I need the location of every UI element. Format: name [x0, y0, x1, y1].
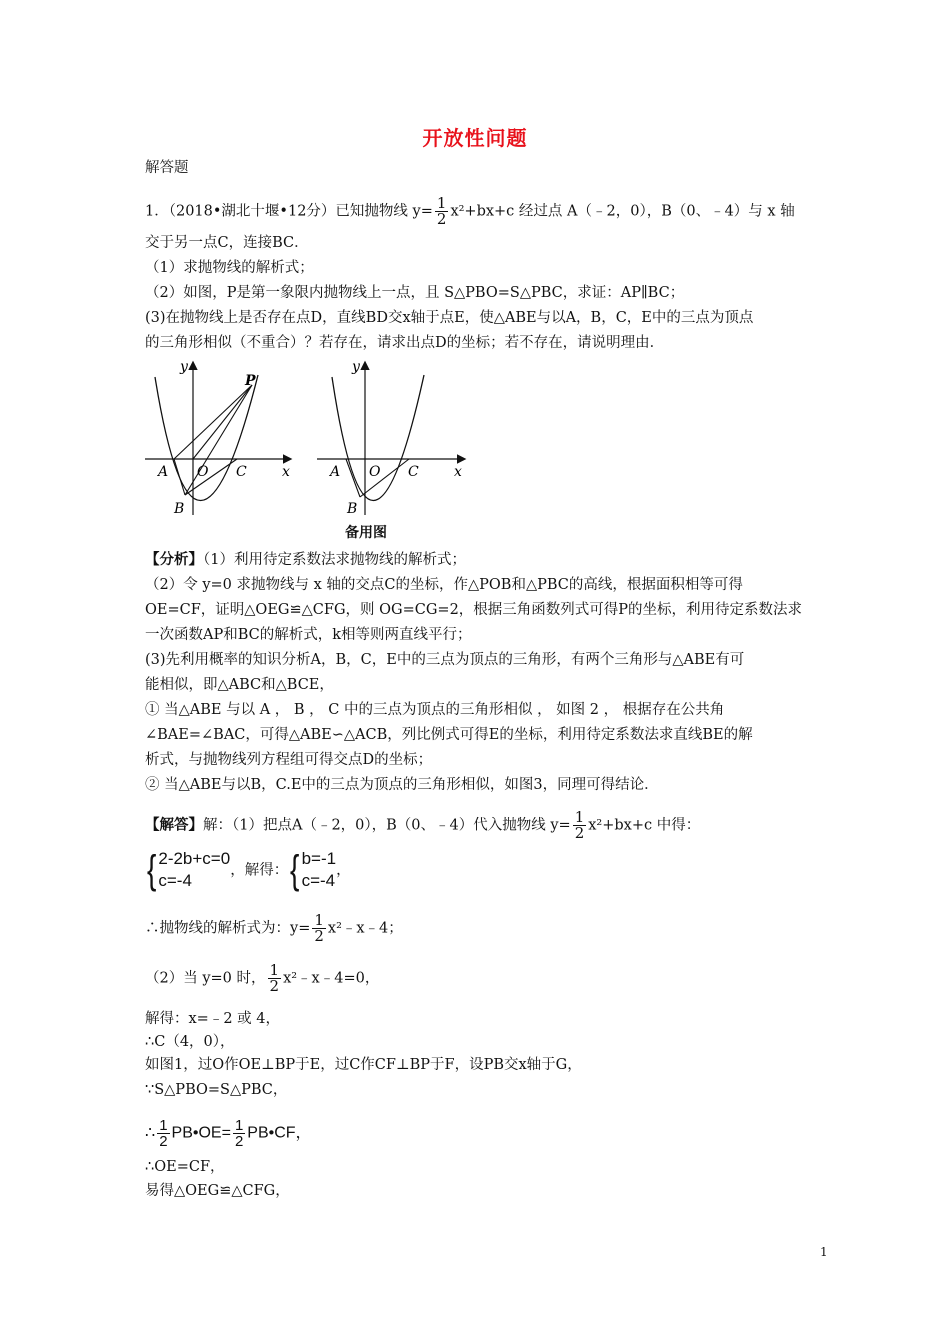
question-2: （2）如图，P是第一象限内抛物线上一点，且 S△PBO=S△PBC，求证：AP∥BC；: [145, 285, 685, 301]
label-x: x: [454, 464, 462, 480]
equation-system: { 2-2b+c=0 c=-4 ，解得：{ b=-1 c=-4 ，: [147, 848, 351, 892]
parabola-curve: [332, 375, 424, 501]
question-1: （1）求抛物线的解析式；: [145, 260, 314, 276]
fraction: $\frac{1}{2}$: [234, 1117, 244, 1150]
label-o: O: [369, 464, 381, 480]
analysis-line-6: 能相似，即△ABC和△BCE，: [145, 677, 334, 693]
label-y: y: [352, 359, 360, 375]
parabola-figure-2: [312, 355, 472, 525]
section-label: 解答题: [145, 160, 189, 176]
solve-text: ，解得：: [230, 862, 289, 879]
solution-line-6: 如图1，过O作OE⊥BP于E，过C作CF⊥BP于F，设PB交x轴于G，: [145, 1057, 582, 1073]
parabola-figure-1: [140, 355, 300, 525]
analysis-line-4: 一次函数AP和BC的解析式，k相等则两直线平行；: [145, 627, 472, 643]
solution-label: 【解答】: [145, 816, 203, 834]
label-a: A: [158, 464, 169, 480]
solution-line-4: 解得：x=﹣2 或 4，: [145, 1011, 280, 1027]
solution-line-7: ∵S△PBO=S△PBC，: [145, 1082, 288, 1098]
analysis-line-3: OE=CF，证明△OEG≌△CFG，则 OG=CG=2，根据三角函数列式可得P的坐标，利用待定系数法求: [145, 602, 803, 618]
label-c: C: [408, 464, 419, 480]
segment-bc: [360, 459, 409, 497]
problem-line-1: [145, 196, 795, 227]
analysis-line-1: 【分析】（1）利用待定系数法求抛物线的解析式；: [145, 551, 466, 568]
label-o: O: [197, 464, 209, 480]
equation: b=-1: [301, 849, 337, 868]
segment-op: [193, 385, 252, 459]
fraction: $\frac{1}{2}$: [574, 808, 585, 842]
fraction: $\frac{1}{2}$: [436, 194, 447, 228]
page-title: 开放性问题: [422, 126, 528, 150]
problem-line-2: 交于另一点C，连接BC．: [145, 235, 309, 251]
label-a: A: [330, 464, 341, 480]
label-p: P: [245, 373, 256, 389]
question-3-line-2: 的三角形相似（不重合）？若存在，请求出点D的坐标；若不存在，请说明理由．: [145, 335, 665, 351]
label-y: y: [180, 359, 188, 375]
segment-ap: [174, 385, 252, 459]
analysis-label: 【分析】: [145, 551, 203, 568]
fraction: $\frac{1}{2}$: [159, 1117, 168, 1150]
equation: c=-4: [301, 871, 336, 890]
analysis-line-5: (3)先利用概率的知识分析A，B，C，E中的三点为顶点的三角形，有两个三角形与△ABE有可: [145, 652, 745, 668]
solution-line-2: ∴抛物线的解析式为：y= $\frac{1}{2}$ x²﹣x﹣4；: [145, 911, 403, 945]
solution-line-9: ∴OE=CF，: [145, 1159, 225, 1175]
solution-line-10: 易得△OEG≌△CFG，: [145, 1183, 290, 1199]
problem-text: 1．（2018•湖北十堰•12分）已知抛物线 y=: [145, 203, 433, 220]
solution-line-5: ∴C（4，0），: [145, 1034, 235, 1050]
fraction: $\frac{1}{2}$: [269, 961, 280, 995]
solution-line-8: ∴ $\frac{1}{2}$ PB•OE= $\frac{1}{2}$ PB•CF，: [145, 1117, 312, 1150]
page-number: 1: [820, 1245, 828, 1259]
equation: c=-4: [158, 871, 192, 890]
label-b: B: [174, 501, 185, 517]
segment-ab: [174, 459, 185, 495]
question-3-line-1: (3)在抛物线上是否存在点D，直线BD交x轴于点E，使△ABE与以A，B，C，E中的三点为顶点: [145, 310, 754, 326]
analysis-line-9: 析式，与抛物线列方程组可得交点D的坐标；: [145, 752, 433, 768]
label-c: C: [236, 464, 247, 480]
figure-caption: 备用图: [345, 524, 387, 540]
label-b: B: [347, 501, 358, 517]
label-x: x: [282, 464, 290, 480]
segment-ab: [346, 459, 360, 497]
solution-line-1: 【解答】解：（1）把点A（﹣2，0），B（0、﹣4）代入抛物线 y= $\frac{1}{2}$ x²+bx+c 中得：: [145, 808, 701, 842]
solution-line-3: （2）当 y=0 时， $\frac{1}{2}$ x²﹣x﹣4=0，: [145, 961, 380, 995]
equation: 2-2b+c=0: [158, 849, 231, 868]
analysis-line-10: ② 当△ABE与以B，C.E中的三点为顶点的三角形相似，如图3，同理可得结论．: [145, 777, 659, 793]
analysis-line-2: （2）令 y=0 求抛物线与 x 轴的交点C的坐标，作△POB和△PBC的高线，根据面积相等可得: [145, 577, 743, 593]
analysis-line-8: ∠BAE=∠BAC，可得△ABE∽△ACB，列比例式可得E的坐标，利用待定系数法求直线BE的解: [145, 727, 753, 743]
problem-text: x²+bx+c 经过点 A（﹣2，0），B（0、﹣4）与 x 轴: [450, 203, 795, 220]
analysis-line-7: ① 当△ABE 与以 A ， B ， C 中的三点为顶点的三角形相似 ， 如图 2 ， 根据存在公共角: [145, 702, 725, 718]
fraction: $\frac{1}{2}$: [314, 911, 324, 945]
